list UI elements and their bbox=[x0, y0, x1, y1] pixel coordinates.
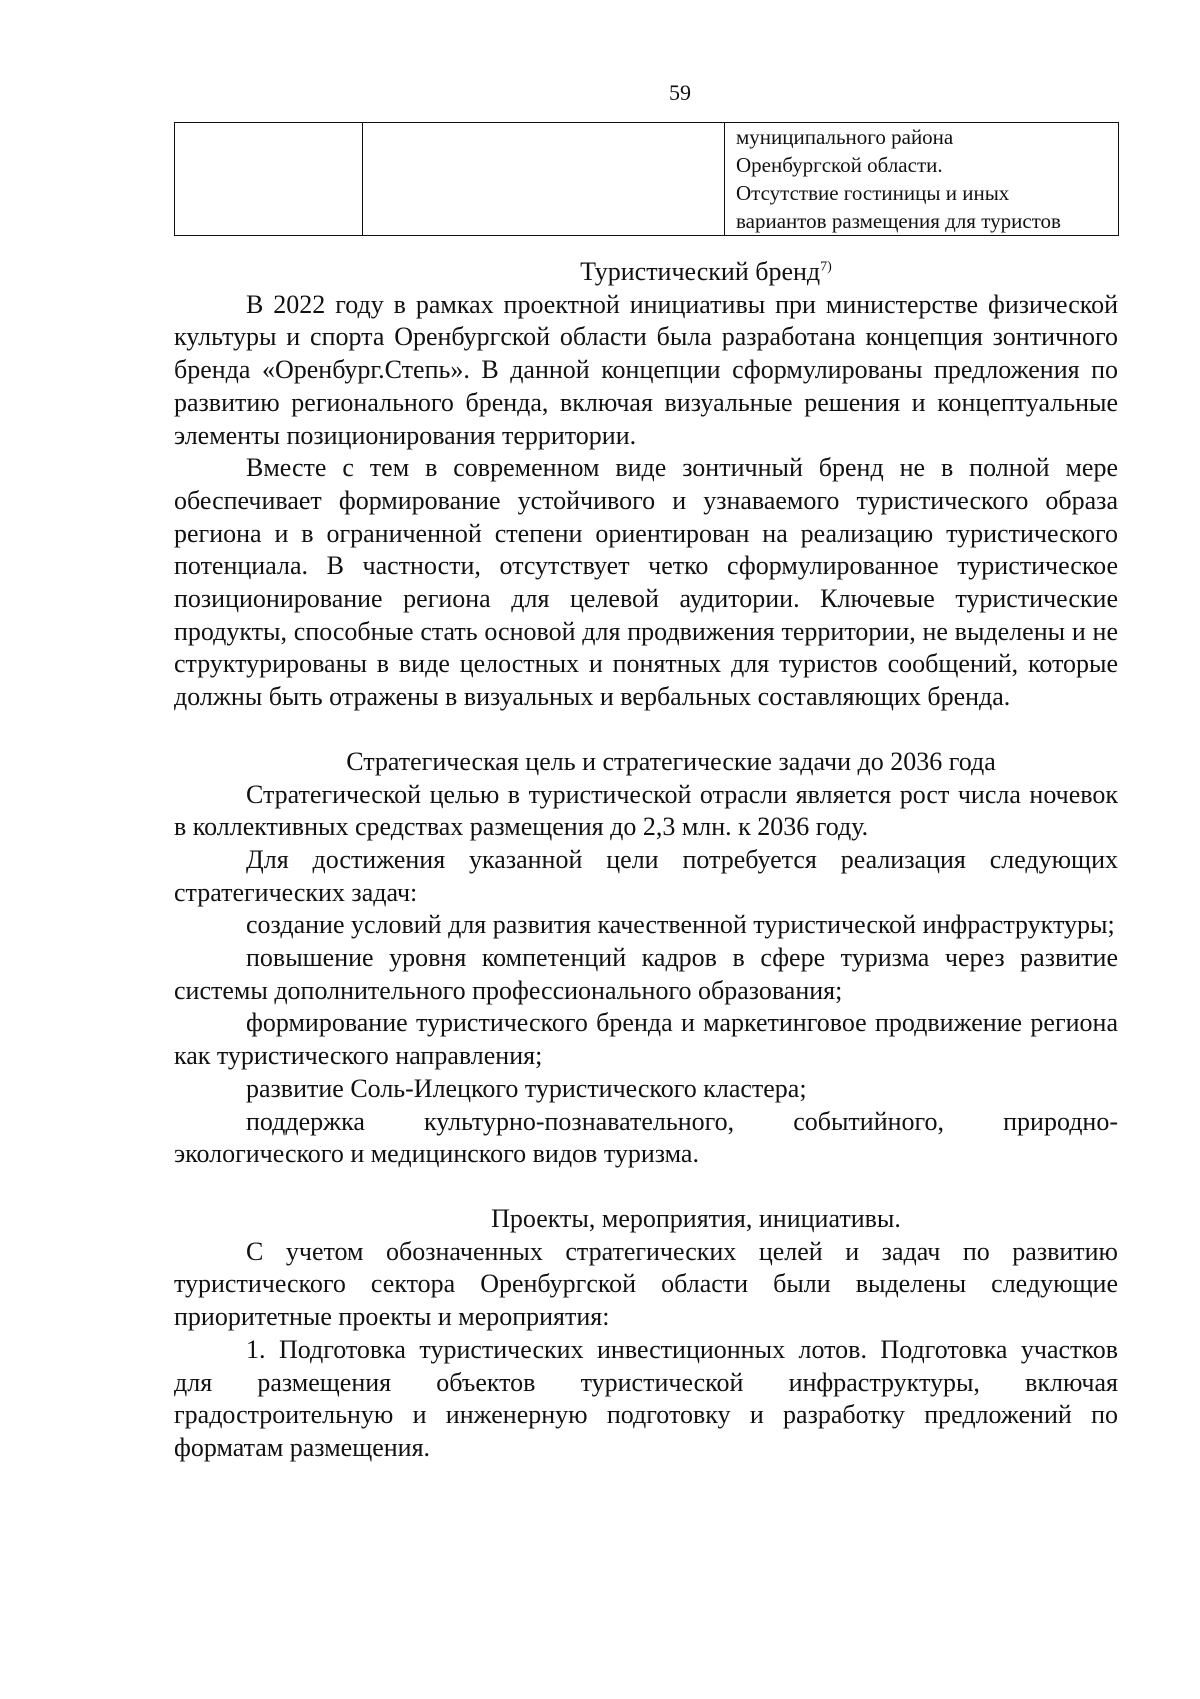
document-body bbox=[174, 256, 1118, 1465]
table-cell-empty-1 bbox=[175, 123, 363, 236]
paragraph: Вместе с тем в современном виде зонтичный бренд не в полной мере обеспечивает формирование устойчивого и узнаваемого туристического образа региона и в ограниченной степени ориентирован на реализацию туристического потенциала. В частности, отсутствует четко сформулированное туристическое позиционирование региона для целевой аудитории. Ключевые туристические продукты, способные стать основой для продвижения территории, не выделены и не структурированы в виде целостных и понятных для туристов сообщений, которые должны быть отражены в визуальных и вербальных составляющих бренда. bbox=[174, 453, 1118, 712]
paragraph: 1. Подготовка туристических инвестиционных лотов. Подготовка участков для размещения объектов туристической инфраструктуры, включая градостроительную и инженерную подготовку и разработку предложений по форматам размещения. bbox=[174, 1334, 1118, 1462]
table-cell-line: Оренбургской области. bbox=[736, 153, 943, 177]
section-heading-brand bbox=[174, 256, 1118, 289]
paragraph: Для достижения указанной цели потребуется реализация следующих стратегических задач: bbox=[174, 844, 1118, 907]
paragraph: В 2022 году в рамках проектной инициативы при министерстве физической культуры и спорта Оренбургской области была разработана концепция зонтичного бренда «Оренбург.Степь». В данной концепции сформулированы предложения по развитию регионального бренда, включая визуальные решения и концептуальные элементы позиционирования территории. bbox=[174, 289, 1118, 450]
list-item: развитие Соль-Илецкого туристического кластера; bbox=[246, 1073, 807, 1103]
section-heading-projects: Проекты, мероприятия, инициативы. bbox=[491, 1203, 901, 1233]
section-heading-goals: Стратегическая цель и стратегические задачи до 2036 года bbox=[346, 746, 996, 776]
heading-text: Туристический бренд bbox=[580, 257, 821, 286]
table-cell-line: вариантов размещения для туристов bbox=[736, 209, 1061, 233]
paragraph: Стратегической целью в туристической отрасли является рост числа ночевок в коллективных средствах размещения до 2,3 млн. к 2036 году. bbox=[174, 779, 1118, 842]
table-cell-line: муниципального района bbox=[736, 125, 954, 149]
table-row bbox=[175, 123, 1119, 236]
list-item: повышение уровня компетенций кадров в сфере туризма через развитие системы дополнительного профессионального образования; bbox=[174, 943, 1118, 1005]
table-cell-empty-2 bbox=[363, 123, 725, 236]
table-cell-text bbox=[725, 123, 1119, 236]
list-item: формирование туристического бренда и маркетинговое продвижение региона как туристического направления; bbox=[174, 1008, 1118, 1071]
page-number: 59 bbox=[669, 80, 691, 105]
table-cell-line: Отсутствие гостиницы и иных bbox=[736, 181, 1010, 205]
footnote-marker: 7) bbox=[820, 259, 832, 275]
continuation-table bbox=[174, 122, 1119, 236]
list-item: создание условий для развития качественной туристической инфраструктуры; bbox=[246, 910, 1115, 940]
section-spacer bbox=[174, 714, 1118, 746]
list-item: поддержка культурно-познавательного, событийного, природно-экологического и медицинского видов туризма. bbox=[174, 1106, 1118, 1169]
section-spacer bbox=[174, 1171, 1118, 1203]
paragraph: С учетом обозначенных стратегических целей и задач по развитию туристического сектора Оренбургской области были выделены следующие приоритетные проекты и мероприятия: bbox=[174, 1236, 1118, 1332]
